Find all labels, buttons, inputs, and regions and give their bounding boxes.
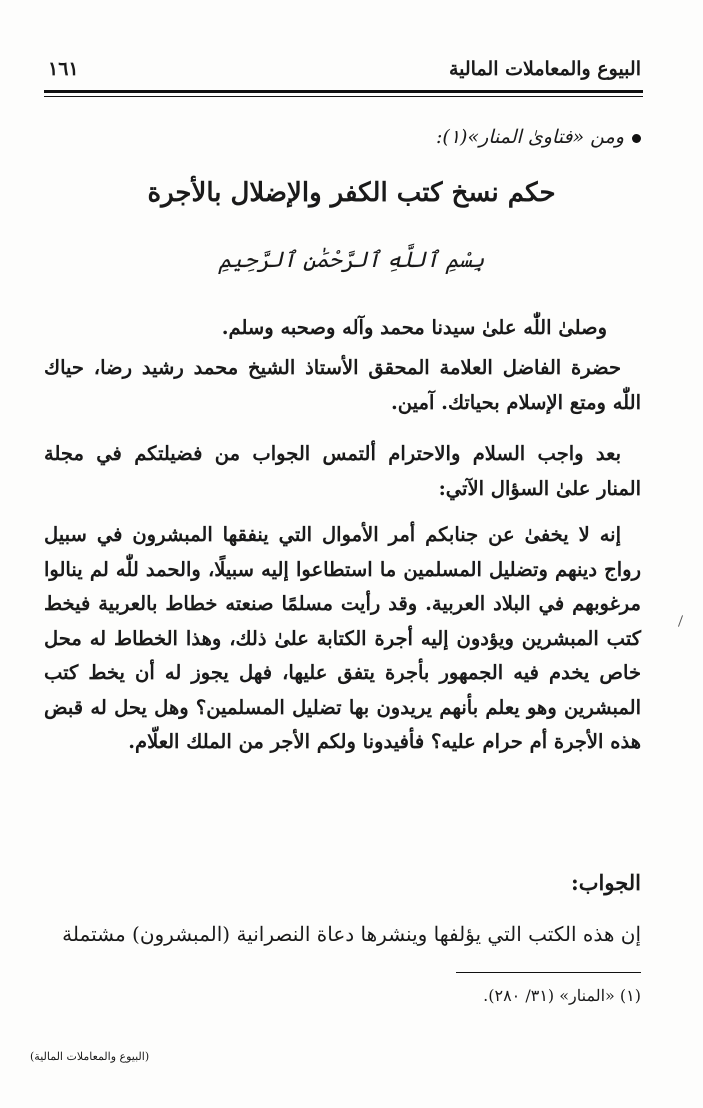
question-address: حضرة الفاضل العلامة المحقق الأستاذ الشيخ محمد رشيد رضا، حياك اللّٰه ومتع الإسلام بحياتك. آمين. [44,356,641,414]
fatwa-title: حكم نسخ كتب الكفر والإضلال بالأجرة [147,178,556,208]
question-request: بعد واجب السلام والاحترام ألتمس الجواب من فضيلتكم في مجلة المنار علىٰ السؤال الآتي: [44,442,641,500]
header-rule-thin [44,96,643,97]
answer-text: إن هذه الكتب التي يؤلفها وينشرها دعاة النصرانية (المبشرون) مشتملة [62,922,641,946]
section-intro-text: ومن «فتاوىٰ المنار»(١): [435,126,624,148]
section-intro [436,126,641,148]
footnote: (١) «المنار» (٣١/ ٢٨٠). [483,986,641,1005]
footnote-rule [456,972,641,973]
question-salutation: وصلىٰ اللّٰه علىٰ سيدنا محمد وآله وصحبه وسلم. [221,316,607,339]
basmala: بِسْمِ ٱللَّهِ ٱلرَّحْمَٰنِ ٱلرَّحِيمِ [218,248,485,273]
header-rule-thick [44,90,643,93]
bullet-icon [632,134,641,143]
running-header-title: البيوع والمعاملات المالية [448,58,641,80]
page-footer: (البيوع والمعاملات المالية) [30,1050,150,1063]
margin-mark [679,615,683,627]
answer-heading: الجواب: [571,870,641,895]
question-body: إنه لا يخفىٰ عن جنابكم أمر الأموال التي ينفقها المبشرون في سبيل رواج دينهم وتضليل المسلمين ما استطاعوا إليه سبيلًا، والحمد للّٰه لم ينالوا مرغوبهم في البلاد العربية. وقد رأيت مسلمًا صنعته خطاط بالعربية فيخط كتب المبشرين ويؤدون إليه أجرة الكتابة علىٰ ذلك، وهذا الخطاط له محل خاص يخدم فيه الجمهور بأجرة يتفق عليها، فهل يجوز له أن يخط كتب المبشرين وهو يعلم بأنهم يريدون بها تضليل المسلمين؟ وهل يحل له قبض هذه الأجرة أم حرام عليه؟ فأفيدونا ولكم الأجر من الملك العلّام. [44,523,641,753]
page-number: ١٦١ [48,58,79,80]
